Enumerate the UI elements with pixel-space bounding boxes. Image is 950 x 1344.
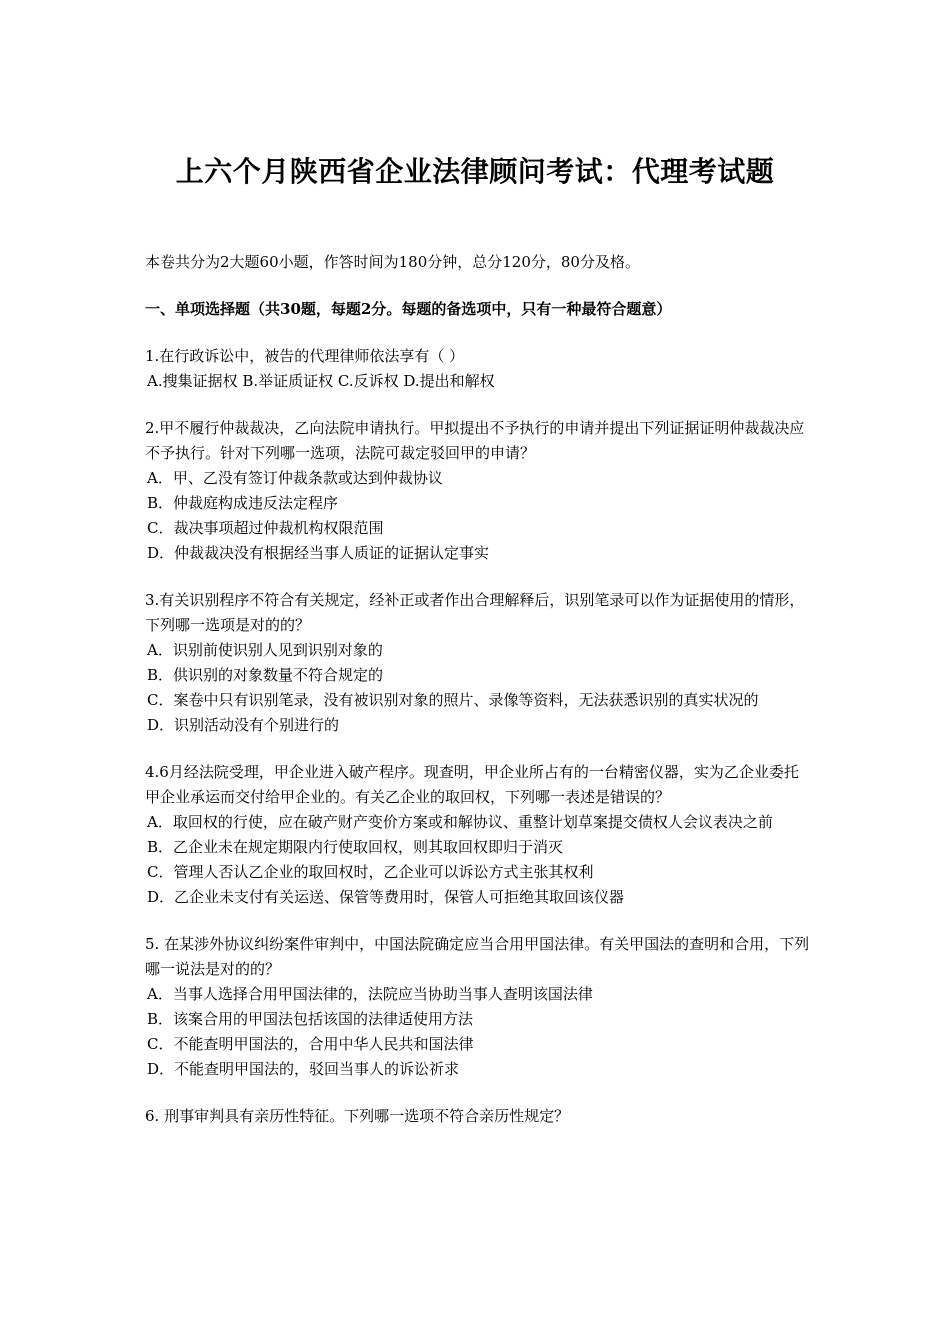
question-5 — [145, 932, 810, 1082]
option-a: A．取回权的行使，应在破产财产变价方案或和解协议、重整计划草案提交债权人会议表决之前 — [147, 813, 773, 831]
question-stem: 2.甲不履行仲裁裁决，乙向法院申请执行。甲拟提出不予执行的申请并提出下列证据证明仲裁裁决应不予执行。针对下列哪一选项，法院可裁定驳回甲的申请？ — [145, 419, 805, 462]
option-d: D．仲裁裁决没有根据经当事人质证的证据认定事实 — [147, 544, 490, 562]
option-d: D．不能查明甲国法的，驳回当事人的诉讼祈求 — [147, 1060, 460, 1078]
option-c: C．裁决事项超过仲裁机构权限范围 — [147, 519, 384, 537]
document-title: 上六个月陕西省企业法律顾问考试：代理考试题 — [175, 155, 775, 188]
option-c: C．不能查明甲国法的，合用中华人民共和国法律 — [147, 1035, 474, 1053]
question-stem: 6. 刑事审判具有亲历性特征。下列哪一选项不符合亲历性规定？ — [145, 1107, 570, 1125]
option-b: B．供识别的对象数量不符合规定的 — [147, 666, 384, 684]
option-d: D．识别活动没有个别进行的 — [147, 716, 340, 734]
question-1 — [145, 344, 810, 394]
option-b: B．仲裁庭构成违反法定程序 — [147, 494, 339, 512]
option-d: D．乙企业未支付有关运送、保管等费用时，保管人可拒绝其取回该仪器 — [147, 888, 625, 906]
question-stem: 3.有关识别程序不符合有关规定，经补正或者作出合理解释后，识别笔录可以作为证据使用的情形，下列哪一选项是对的的？ — [145, 591, 805, 634]
document-body — [145, 250, 810, 1151]
question-stem: 4.6月经法院受理，甲企业进入破产程序。现查明，甲企业所占有的一台精密仪器，实为乙企业委托甲企业承运而交付给甲企业的。有关乙企业的取回权，下列哪一表述是错误的？ — [145, 763, 799, 806]
question-stem: 5. 在某涉外协议纠纷案件审判中，中国法院确定应当合用甲国法律。有关甲国法的查明和合用，下列哪一说法是对的的？ — [145, 935, 810, 978]
question-4 — [145, 760, 810, 910]
question-3 — [145, 588, 810, 738]
option-c: C．案卷中只有识别笔录，没有被识别对象的照片、录像等资料，无法获悉识别的真实状况的 — [147, 691, 759, 709]
option-b: B．该案合用的甲国法包括该国的法律适使用方法 — [147, 1010, 474, 1028]
option-a: A．甲、乙没有签订仲裁条款或达到仲裁协议 — [147, 469, 443, 487]
option-b: B．乙企业未在规定期限内行使取回权，则其取回权即归于消灭 — [147, 838, 564, 856]
question-2 — [145, 416, 810, 566]
question-options: A.搜集证据权 B.举证质证权 C.反诉权 D.提出和解权 — [147, 372, 495, 390]
exam-intro: 本卷共分为2大题60小题，作答时间为180分钟，总分120分，80分及格。 — [145, 253, 640, 271]
question-stem: 1.在行政诉讼中，被告的代理律师依法享有（ ） — [145, 347, 465, 365]
option-a: A．识别前使识别人见到识别对象的 — [147, 641, 383, 659]
option-c: C．管理人否认乙企业的取回权时，乙企业可以诉讼方式主张其权利 — [147, 863, 594, 881]
option-a: A．当事人选择合用甲国法律的，法院应当协助当事人查明该国法律 — [147, 985, 593, 1003]
question-6 — [145, 1104, 810, 1129]
section-heading: 一、单项选择题（共30题，每题2分。每题的备选项中，只有一种最符合题意） — [145, 300, 672, 318]
